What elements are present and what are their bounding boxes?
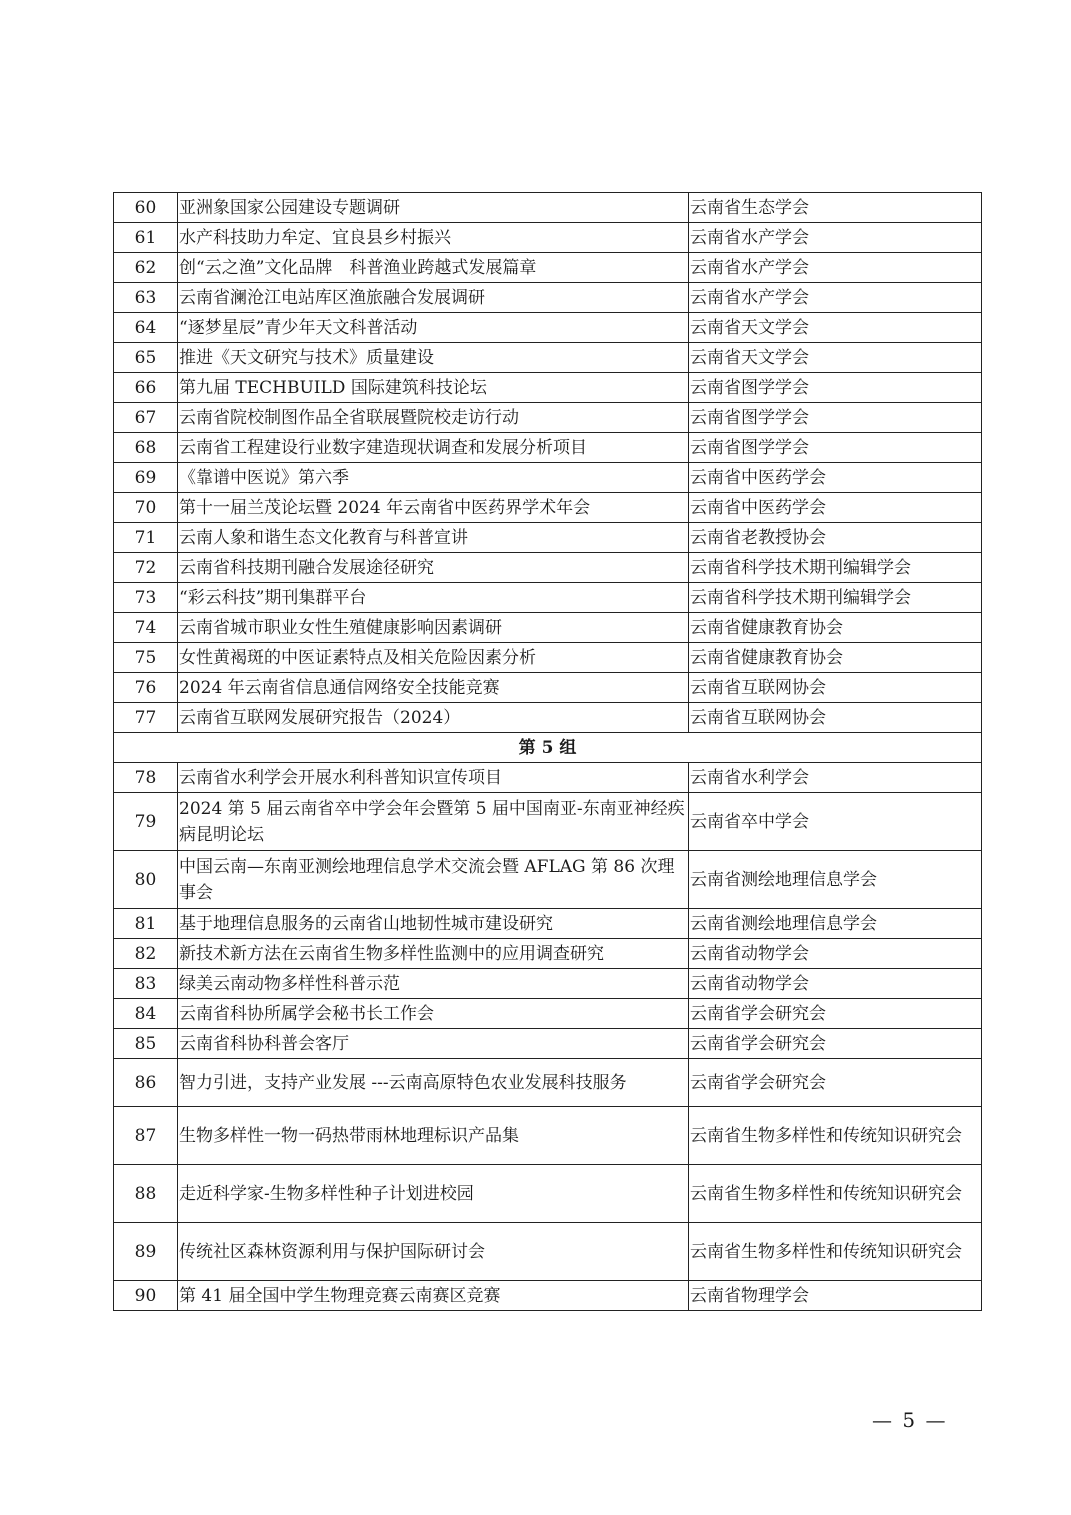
organization: 云南省水利学会 [689,763,982,793]
table-row [114,223,982,253]
organization: 云南省学会研究会 [689,999,982,1029]
organization: 云南省动物学会 [689,969,982,999]
row-number: 60 [114,193,178,223]
project-title: 云南省科技期刊融合发展途径研究 [178,553,689,583]
row-number: 70 [114,493,178,523]
organization: 云南省动物学会 [689,939,982,969]
row-number: 89 [114,1223,178,1281]
table-row [114,1107,982,1165]
group-5-label: 第 5 组 [114,733,982,763]
organization: 云南省图学学会 [689,403,982,433]
organization: 云南省生物多样性和传统知识研究会 [689,1165,982,1223]
table-row [114,193,982,223]
row-number: 63 [114,283,178,313]
organization: 云南省天文学会 [689,313,982,343]
organization: 云南省水产学会 [689,253,982,283]
row-number: 80 [114,851,178,909]
group-row [114,733,982,763]
table-row [114,939,982,969]
project-title: 云南省互联网发展研究报告（2024） [178,703,689,733]
table-row [114,493,982,523]
row-number: 67 [114,403,178,433]
project-title: 传统社区森林资源利用与保护国际研讨会 [178,1223,689,1281]
project-title: 走近科学家-生物多样性种子计划进校园 [178,1165,689,1223]
row-number: 74 [114,613,178,643]
table-row [114,1281,982,1311]
row-number: 81 [114,909,178,939]
organization: 云南省互联网协会 [689,703,982,733]
project-title: 云南省院校制图作品全省联展暨院校走访行动 [178,403,689,433]
row-number: 87 [114,1107,178,1165]
organization: 云南省科学技术期刊编辑学会 [689,553,982,583]
table-row [114,1029,982,1059]
table-row [114,433,982,463]
project-title: 绿美云南动物多样性科普示范 [178,969,689,999]
project-title: 中国云南—东南亚测绘地理信息学术交流会暨 AFLAG 第 86 次理事会 [178,851,689,909]
project-title: 生物多样性一物一码热带雨林地理标识产品集 [178,1107,689,1165]
project-title: 2024 年云南省信息通信网络安全技能竞赛 [178,673,689,703]
project-table [113,192,982,1311]
table-row [114,793,982,851]
row-number: 84 [114,999,178,1029]
organization: 云南省科学技术期刊编辑学会 [689,583,982,613]
organization: 云南省老教授协会 [689,523,982,553]
row-number: 73 [114,583,178,613]
project-title: 水产科技助力牟定、宜良县乡村振兴 [178,223,689,253]
organization: 云南省生物多样性和传统知识研究会 [689,1107,982,1165]
project-title: 云南省科协科普会客厅 [178,1029,689,1059]
project-title: 第十一届兰茂论坛暨 2024 年云南省中医药界学术年会 [178,493,689,523]
project-title: 云南人象和谐生态文化教育与科普宣讲 [178,523,689,553]
project-title: 创“云之渔”文化品牌 科普渔业跨越式发展篇章 [178,253,689,283]
project-title: 亚洲象国家公园建设专题调研 [178,193,689,223]
row-number: 88 [114,1165,178,1223]
organization: 云南省测绘地理信息学会 [689,909,982,939]
project-title: 女性黄褐斑的中医证素特点及相关危险因素分析 [178,643,689,673]
page-number: — 5 — [872,1408,948,1432]
organization: 云南省生物多样性和传统知识研究会 [689,1223,982,1281]
row-number: 72 [114,553,178,583]
project-title: 基于地理信息服务的云南省山地韧性城市建设研究 [178,909,689,939]
organization: 云南省生态学会 [689,193,982,223]
row-number: 68 [114,433,178,463]
table-row [114,1165,982,1223]
row-number: 64 [114,313,178,343]
project-title: 云南省水利学会开展水利科普知识宣传项目 [178,763,689,793]
organization: 云南省中医药学会 [689,493,982,523]
project-title: “逐梦星辰”青少年天文科普活动 [178,313,689,343]
row-number: 79 [114,793,178,851]
row-number: 82 [114,939,178,969]
table-row [114,1059,982,1107]
row-number: 86 [114,1059,178,1107]
organization: 云南省健康教育协会 [689,613,982,643]
organization: 云南省图学学会 [689,433,982,463]
row-number: 62 [114,253,178,283]
organization: 云南省天文学会 [689,343,982,373]
table-row [114,673,982,703]
table-row [114,283,982,313]
organization: 云南省互联网协会 [689,673,982,703]
table-row [114,553,982,583]
table-row [114,343,982,373]
row-number: 71 [114,523,178,553]
organization: 云南省学会研究会 [689,1059,982,1107]
project-title: 新技术新方法在云南省生物多样性监测中的应用调查研究 [178,939,689,969]
table-row [114,999,982,1029]
organization: 云南省图学学会 [689,373,982,403]
table-row [114,763,982,793]
project-title: 《靠谱中医说》第六季 [178,463,689,493]
row-number: 69 [114,463,178,493]
table-row [114,909,982,939]
project-title: “彩云科技”期刊集群平台 [178,583,689,613]
organization: 云南省卒中学会 [689,793,982,851]
row-number: 65 [114,343,178,373]
table-row [114,643,982,673]
table-row [114,969,982,999]
project-title: 第九届 TECHBUILD 国际建筑科技论坛 [178,373,689,403]
table-row [114,313,982,343]
organization: 云南省学会研究会 [689,1029,982,1059]
organization: 云南省健康教育协会 [689,643,982,673]
table-row [114,523,982,553]
project-title: 云南省城市职业女性生殖健康影响因素调研 [178,613,689,643]
project-title: 智力引进，支持产业发展 ---云南高原特色农业发展科技服务 [178,1059,689,1107]
table-row [114,703,982,733]
organization: 云南省物理学会 [689,1281,982,1311]
table-row [114,1223,982,1281]
table-row [114,613,982,643]
table-row [114,463,982,493]
organization: 云南省水产学会 [689,223,982,253]
table-row [114,583,982,613]
project-title: 云南省澜沧江电站库区渔旅融合发展调研 [178,283,689,313]
row-number: 75 [114,643,178,673]
organization: 云南省测绘地理信息学会 [689,851,982,909]
row-number: 90 [114,1281,178,1311]
row-number: 77 [114,703,178,733]
row-number: 78 [114,763,178,793]
project-title: 云南省科协所属学会秘书长工作会 [178,999,689,1029]
table-row [114,851,982,909]
row-number: 83 [114,969,178,999]
organization: 云南省水产学会 [689,283,982,313]
row-number: 66 [114,373,178,403]
project-title: 2024 第 5 届云南省卒中学会年会暨第 5 届中国南亚-东南亚神经疾病昆明论坛 [178,793,689,851]
project-title: 第 41 届全国中学生物理竞赛云南赛区竞赛 [178,1281,689,1311]
row-number: 85 [114,1029,178,1059]
row-number: 61 [114,223,178,253]
table-row [114,373,982,403]
project-title: 云南省工程建设行业数字建造现状调查和发展分析项目 [178,433,689,463]
organization: 云南省中医药学会 [689,463,982,493]
project-title: 推进《天文研究与技术》质量建设 [178,343,689,373]
table-row [114,403,982,433]
table-row [114,253,982,283]
row-number: 76 [114,673,178,703]
